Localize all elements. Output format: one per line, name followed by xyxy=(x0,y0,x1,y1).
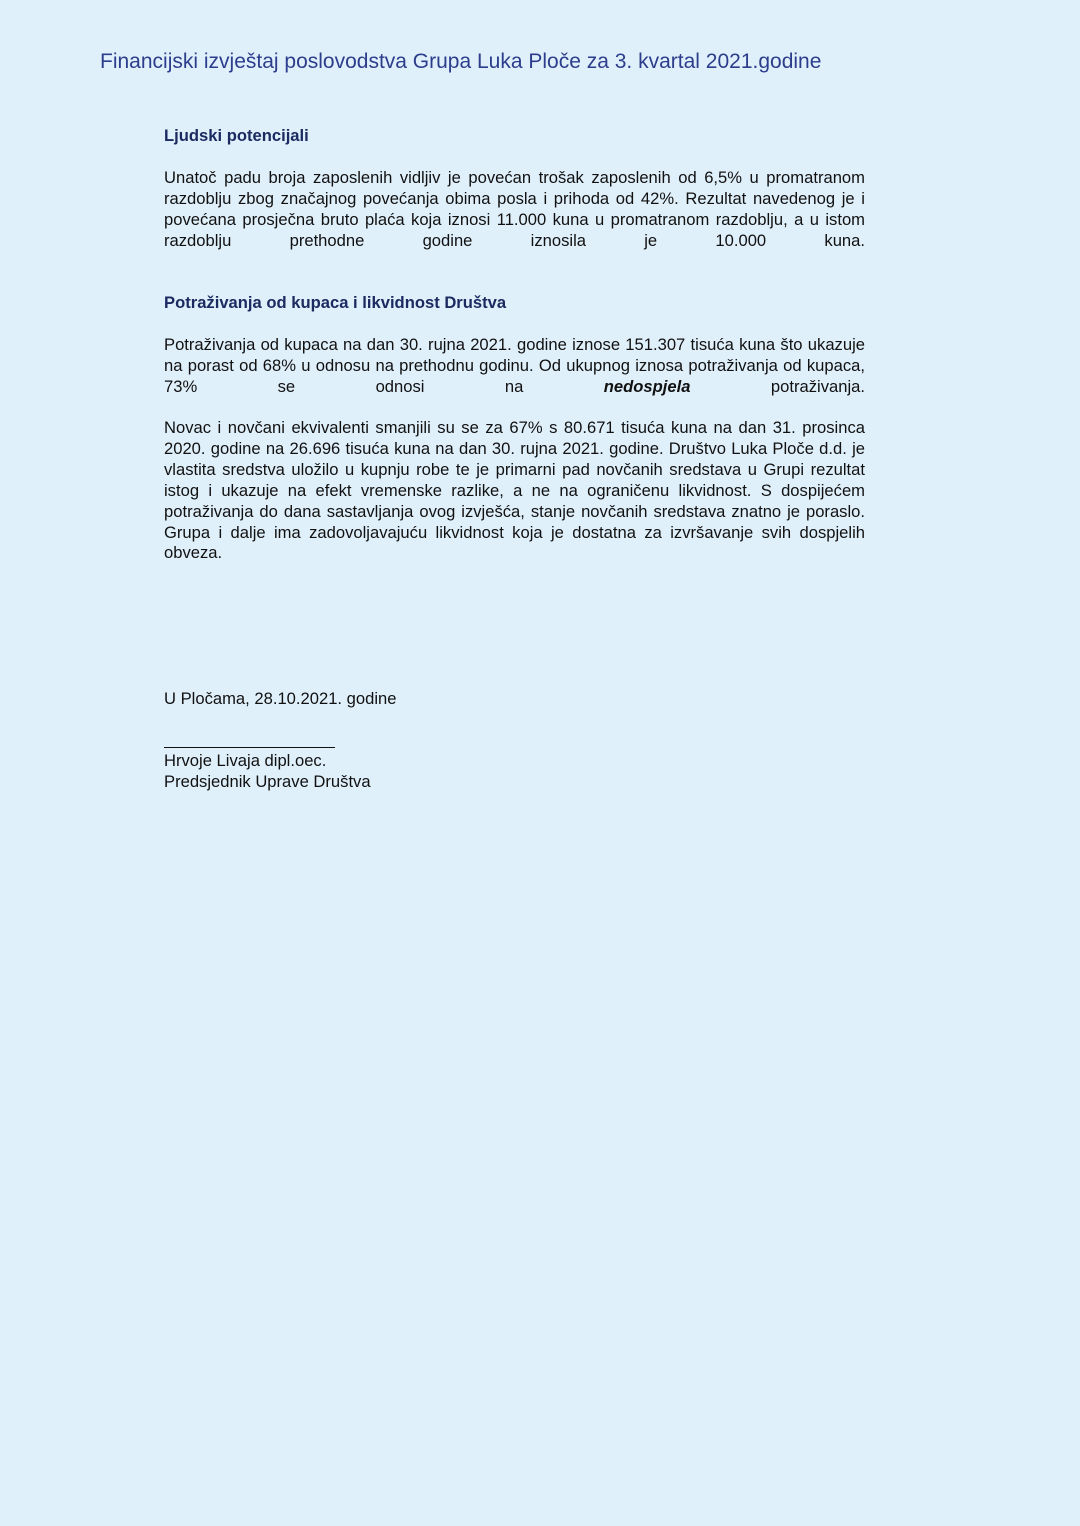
document-header-title: Financijski izvještaj poslovodstva Grupa Luka Ploče za 3. kvartal 2021.godine xyxy=(100,50,822,73)
receivables-text: Potraživanja od kupaca na dan 30. rujna 2021. godine iznose 151.307 tisuća kuna što ukazuje na porast od 68% u odnosu na prethodnu godinu. Od ukupnog iznosa potraživanja od kupaca, 73% se odnosi na xyxy=(164,335,865,396)
signature-line xyxy=(164,747,335,748)
paragraph-receivables xyxy=(164,335,865,419)
section-heading-human-resources: Ljudski potencijali xyxy=(164,126,309,145)
paragraph-cash-liquidity: Novac i novčani ekvivalenti smanjili su se za 67% s 80.671 tisuća kuna na dan 31. prosinca 2020. godine na 26.696 tisuća kuna na dan 30. rujna 2021. godine. Društvo Luka Ploče d.d. je vlastita sredstva uložilo u kupnju robe te je primarni pad novčanih sredstava u Grupi rezultat istog i ukazuje na efekt vremenske razlike, a ne na ograničenu likvidnost. S dospijećem potraživanja do dana sastavljanja ovog izvješća, stanje novčanih sredstava znatno je poraslo. Grupa i dalje ima zadovoljavajuću likvidnost koja je dostatna za izvršavanje svih dospjelih obveza. xyxy=(164,418,865,563)
section-heading-receivables-liquidity: Potraživanja od kupaca i likvidnost Društva xyxy=(164,293,507,312)
signatory-role: Predsjednik Uprave Društva xyxy=(164,772,371,791)
paragraph-human-resources: Unatoč padu broja zaposlenih vidljiv je povećan trošak zaposlenih od 6,5% u promatranom razdoblju zbog značajnog povećanja obima posla i prihoda od 42%. Rezultat navedenog je i povećana prosječna bruto plaća koja iznosi 11.000 kuna u promatranom razdoblju, a u istom razdoblju prethodne godine iznosila je 10.000 kuna. xyxy=(164,168,865,250)
emphasis-not-due: nedospjela xyxy=(603,376,691,396)
receivables-text-end: potraživanja. xyxy=(690,376,865,396)
place-and-date: U Pločama, 28.10.2021. godine xyxy=(164,689,397,708)
signatory-name: Hrvoje Livaja dipl.oec. xyxy=(164,751,327,770)
